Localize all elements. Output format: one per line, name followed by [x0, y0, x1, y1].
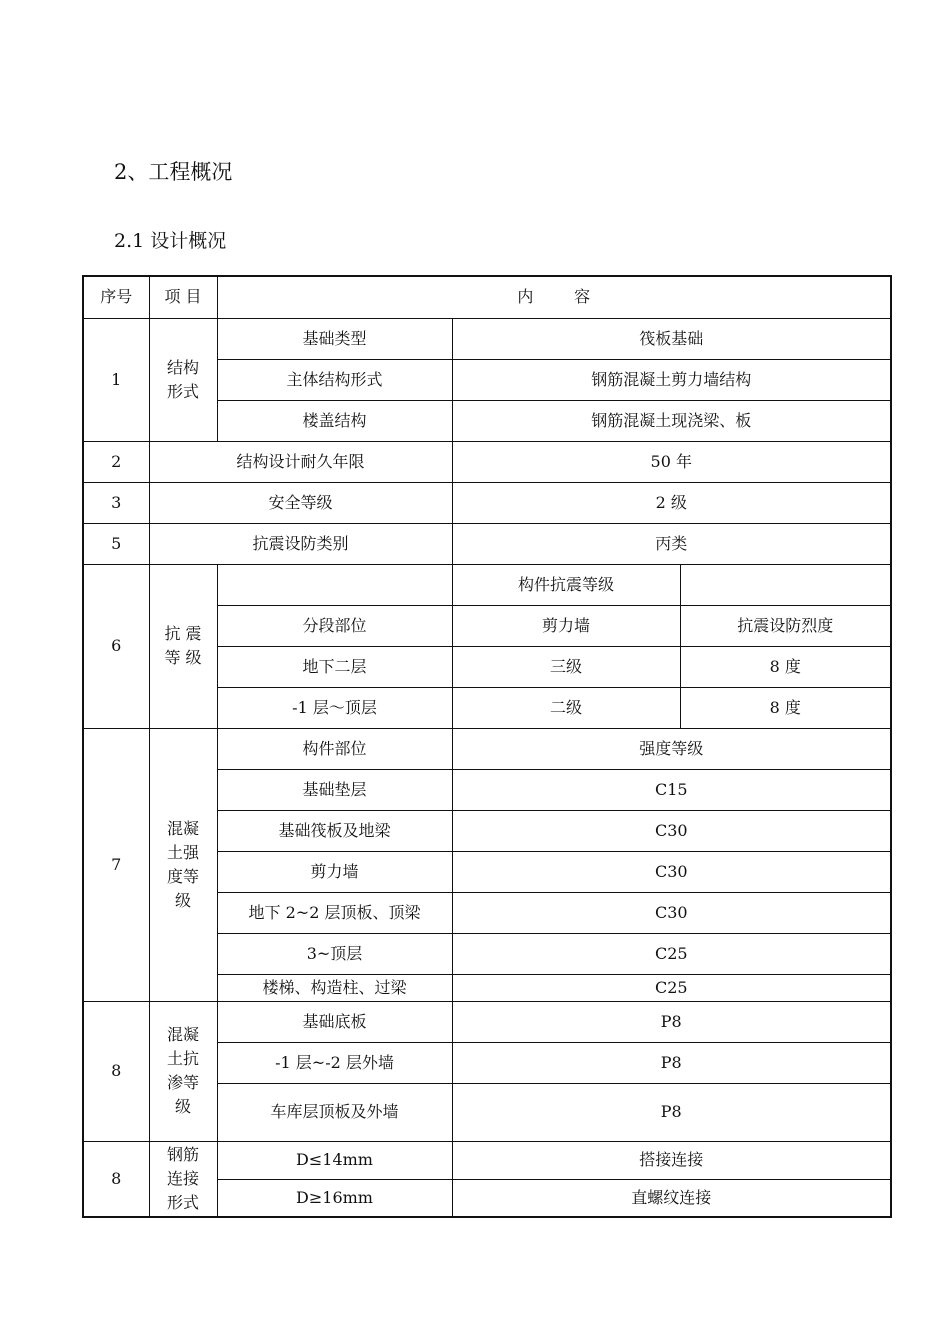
row-value: P8 [452, 1042, 891, 1083]
row-category: 抗 震 等 级 [149, 564, 217, 728]
row-label: 地下 2~2 层顶板、顶梁 [217, 892, 452, 933]
col-header-wall: 剪力墙 [452, 605, 680, 646]
row-label: D≤14mm [217, 1141, 452, 1179]
row-number: 2 [83, 441, 149, 482]
row-value: C30 [452, 851, 891, 892]
row-value: C30 [452, 810, 891, 851]
design-overview-table [82, 275, 892, 1218]
table-row [83, 523, 891, 564]
header-no: 序号 [83, 276, 149, 318]
empty-cell [217, 564, 452, 605]
table-row [83, 564, 891, 605]
col-header-part: 构件部位 [217, 728, 452, 769]
row-value: 丙类 [452, 523, 891, 564]
table-row [83, 1141, 891, 1179]
row-label: 剪力墙 [217, 851, 452, 892]
row-value: 搭接连接 [452, 1141, 891, 1179]
row-number: 5 [83, 523, 149, 564]
row-label: 基础垫层 [217, 769, 452, 810]
row-label: 主体结构形式 [217, 359, 452, 400]
row-value: C25 [452, 933, 891, 974]
row-value: 8 度 [680, 687, 891, 728]
row-label: 结构设计耐久年限 [149, 441, 452, 482]
row-value: P8 [452, 1001, 891, 1042]
row-value: P8 [452, 1083, 891, 1141]
row-number: 1 [83, 318, 149, 441]
row-label: 地下二层 [217, 646, 452, 687]
row-category: 结构 形式 [149, 318, 217, 441]
empty-cell [680, 564, 891, 605]
table-row [83, 441, 891, 482]
table-header-row [83, 276, 891, 318]
row-value: 直螺纹连接 [452, 1179, 891, 1217]
row-label: 楼梯、构造柱、过梁 [217, 974, 452, 1001]
row-label: 抗震设防类别 [149, 523, 452, 564]
header-content: 内 容 [217, 276, 891, 318]
row-value: 三级 [452, 646, 680, 687]
table-row [83, 482, 891, 523]
row-value: C25 [452, 974, 891, 1001]
row-value: 二级 [452, 687, 680, 728]
col-header-intensity: 抗震设防烈度 [680, 605, 891, 646]
table-row [83, 1001, 891, 1042]
row-value: 8 度 [680, 646, 891, 687]
row-value: 钢筋混凝土剪力墙结构 [452, 359, 891, 400]
row-value: 筏板基础 [452, 318, 891, 359]
row-label: D≥16mm [217, 1179, 452, 1217]
row-label: 安全等级 [149, 482, 452, 523]
col-header-part: 分段部位 [217, 605, 452, 646]
row-number: 3 [83, 482, 149, 523]
row-category: 混凝 土抗 渗等 级 [149, 1001, 217, 1141]
row-label: 3~顶层 [217, 933, 452, 974]
row-number: 8 [83, 1001, 149, 1141]
row-value: C15 [452, 769, 891, 810]
row-number: 7 [83, 728, 149, 1001]
subsection-heading: 2.1 设计概况 [114, 230, 227, 252]
row-label: -1 层~-2 层外墙 [217, 1042, 452, 1083]
row-value: 钢筋混凝土现浇梁、板 [452, 400, 891, 441]
row-number: 6 [83, 564, 149, 728]
row-label: 基础筏板及地梁 [217, 810, 452, 851]
section-heading: 2、工程概况 [114, 160, 233, 184]
row-label: 楼盖结构 [217, 400, 452, 441]
row-value: 2 级 [452, 482, 891, 523]
row-label: 基础底板 [217, 1001, 452, 1042]
row-category: 混凝 土强 度等 级 [149, 728, 217, 1001]
table-row [83, 728, 891, 769]
seismic-group-header: 构件抗震等级 [452, 564, 680, 605]
row-value: C30 [452, 892, 891, 933]
header-item: 项 目 [149, 276, 217, 318]
row-number: 8 [83, 1141, 149, 1217]
row-category: 钢筋 连接 形式 [149, 1141, 217, 1217]
row-label: 车库层顶板及外墙 [217, 1083, 452, 1141]
row-value: 50 年 [452, 441, 891, 482]
col-header-grade: 强度等级 [452, 728, 891, 769]
row-label: -1 层～顶层 [217, 687, 452, 728]
table-row [83, 318, 891, 359]
row-label: 基础类型 [217, 318, 452, 359]
